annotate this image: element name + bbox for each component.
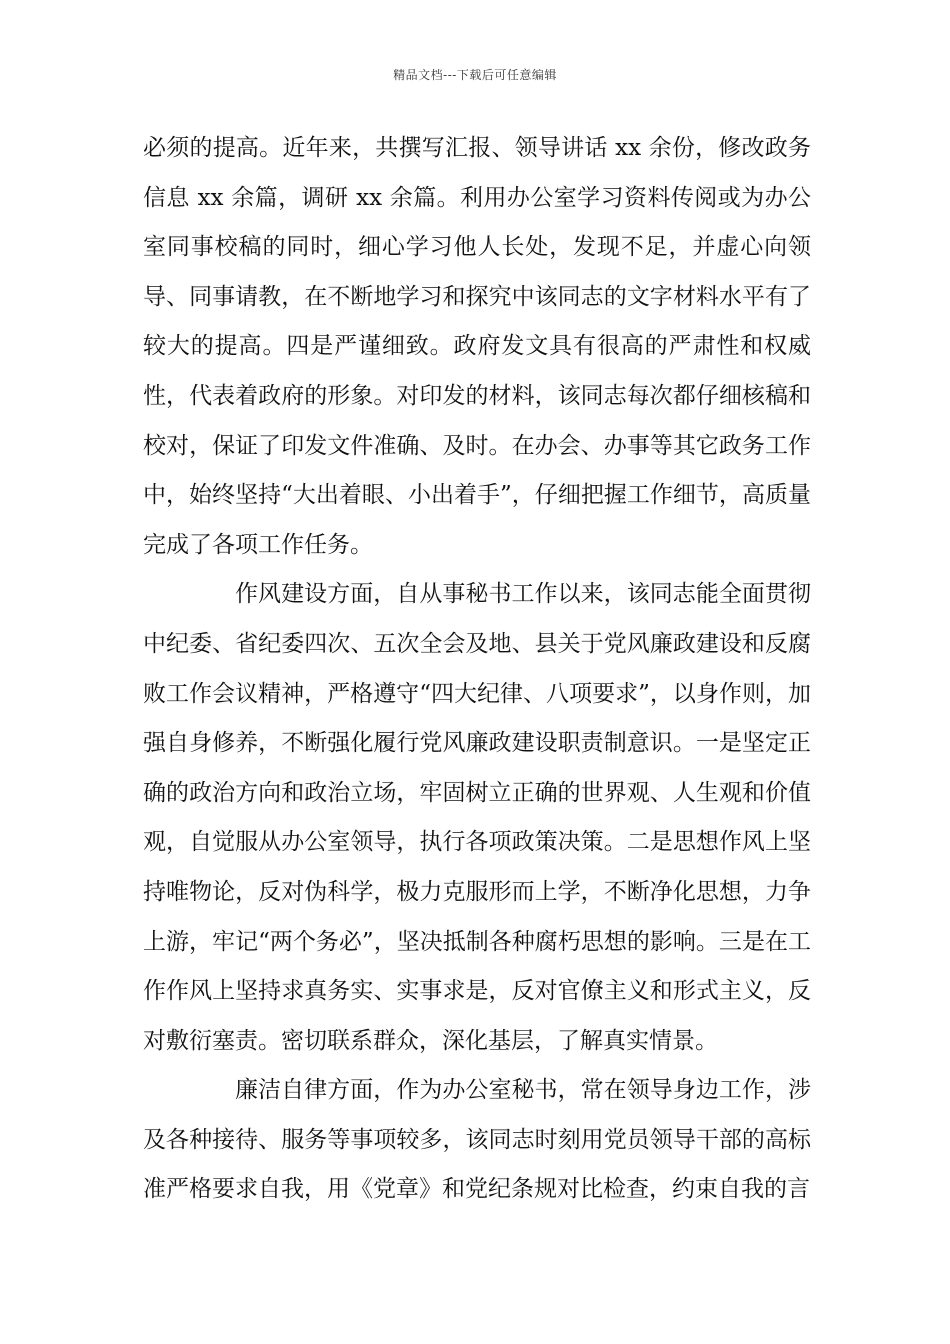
- paragraph-1: 必须的提高。近年来，共撰写汇报、领导讲话 xx 余份，修改政务信息 xx 余篇，调研 xx 余篇。利用办公室学习资料传阅或为办公室同事校稿的同时，细心学习他人长处，发现不足，并虚心向领导、同事请教，在不断地学习和探究中该同志的文字材料水平有了较大的提高。四是严谨细致。政府发文具有很高的严肃性和权威性，代表着政府的形象。对印发的材料，该同志每次都仔细核稿和校对，保证了印发文件准确、及时。在办会、办事等其它政务工作中，始终坚持“大出着眼、小出着手”，仔细把握工作细节，高质量完成了各项工作任务。: [143, 135, 811, 558]
- paragraph-2: 作风建设方面，自从事秘书工作以来，该同志能全面贯彻中纪委、省纪委四次、五次全会及地、县关于党风廉政建设和反腐败工作会议精神，严格遵守“四大纪律、八项要求”，以身作则，加强自身修养，不断强化履行党风廉政建设职责制意识。一是坚定正确的政治方向和政治立场，牢固树立正确的世界观、人生观和价值观，自觉服从办公室领导，执行各项政策决策。二是思想作风上坚持唯物论，反对伪科学，极力克服形而上学，不断净化思想，力争上游，牢记“两个务必”，坚决抵制各种腐朽思想的影响。三是在工作作风上坚持求真务实、实事求是，反对官僚主义和形式主义，反对敷衍塞责。密切联系群众，深化基层，了解真实情景。: [143, 581, 811, 1054]
- page-header: 精品文档---下载后可任意编辑: [393, 68, 557, 82]
- document-body: [143, 124, 811, 1215]
- paragraph-3: 廉洁自律方面，作为办公室秘书，常在领导身边工作，涉及各种接待、服务等事项较多，该同志时刻用党员领导干部的高标准严格要求自我，用《党章》和党纪条规对比检查，约束自我的言: [143, 1077, 811, 1203]
